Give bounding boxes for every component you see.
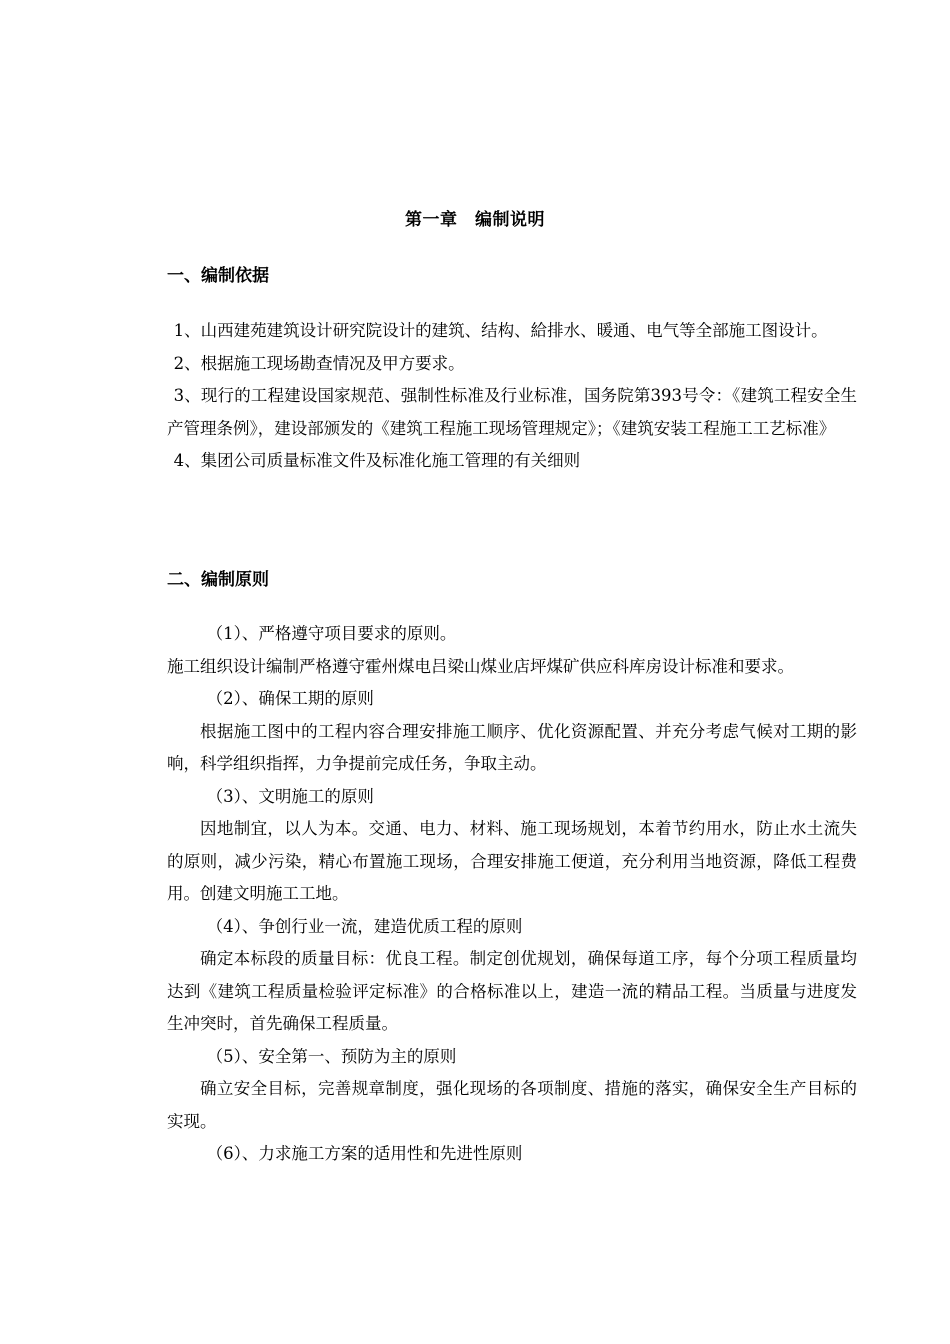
- basis-item-3: 3、现行的工程建设国家规范、强制性标准及行业标准，国务院第393号令：《建筑工程安全生产管理条例》，建设部颁发的《建筑工程施工现场管理规定》；《建筑安装工程施工工艺标准》: [167, 386, 857, 438]
- section-basis-list: [167, 315, 867, 478]
- principle-6-title: （6）、力求施工方案的适用性和先进性原则: [206, 1144, 523, 1163]
- principle-4-title: （4）、争创行业一流，建造优质工程的原则: [206, 916, 523, 936]
- principle-3-body: 因地制宜，以人为本。交通、电力、材料、施工现场规划，本着节约用水，防止水土流失的原则，减少污染，精心布置施工现场，合理安排施工便道，充分利用当地资源，降低工程费用。创建文明施工工地。: [167, 819, 857, 903]
- section-basis-heading: 一、编制依据: [167, 266, 269, 286]
- chapter-title: 第一章 编制说明: [405, 210, 545, 230]
- principle-1-title: （1）、严格遵守项目要求的原则。: [206, 624, 457, 643]
- basis-item-1: 1、山西建苑建筑设计研究院设计的建筑、结构、給排水、暖通、电气等全部施工图设计。: [173, 321, 828, 340]
- section-principles-heading: 二、编制原则: [167, 570, 269, 590]
- principle-5-body: 确立安全目标，完善规章制度，强化现场的各项制度、措施的落实，确保安全生产目标的实现。: [167, 1079, 857, 1131]
- principle-3-title: （3）、文明施工的原则: [206, 786, 374, 806]
- principle-4-body: 确定本标段的质量目标：优良工程。制定创优规划，确保每道工序，每个分项工程质量均达到《建筑工程质量检验评定标准》的合格标准以上，建造一流的精品工程。当质量与进度发生冲突时，首先确保工程质量。: [167, 949, 857, 1033]
- section-principles-body: [167, 618, 867, 1171]
- basis-item-4: 4、集团公司质量标准文件及标准化施工管理的有关细则: [173, 451, 581, 470]
- principle-1-body: 施工组织设计编制严格遵守霍州煤电吕梁山煤业店坪煤矿供应科库房设计标准和要求。: [167, 656, 794, 676]
- section-basis: [167, 262, 867, 290]
- basis-item-2: 2、根据施工现场勘查情况及甲方要求。: [173, 353, 465, 373]
- principle-5-title: （5）、安全第一、预防为主的原则: [206, 1046, 457, 1066]
- principle-2-title: （2）、确保工期的原则: [206, 689, 374, 708]
- principle-2-body: 根据施工图中的工程内容合理安排施工顺序、优化资源配置、并充分考虑气候对工期的影响，科学组织指挥，力争提前完成任务，争取主动。: [167, 721, 857, 773]
- section-principles: [167, 566, 867, 594]
